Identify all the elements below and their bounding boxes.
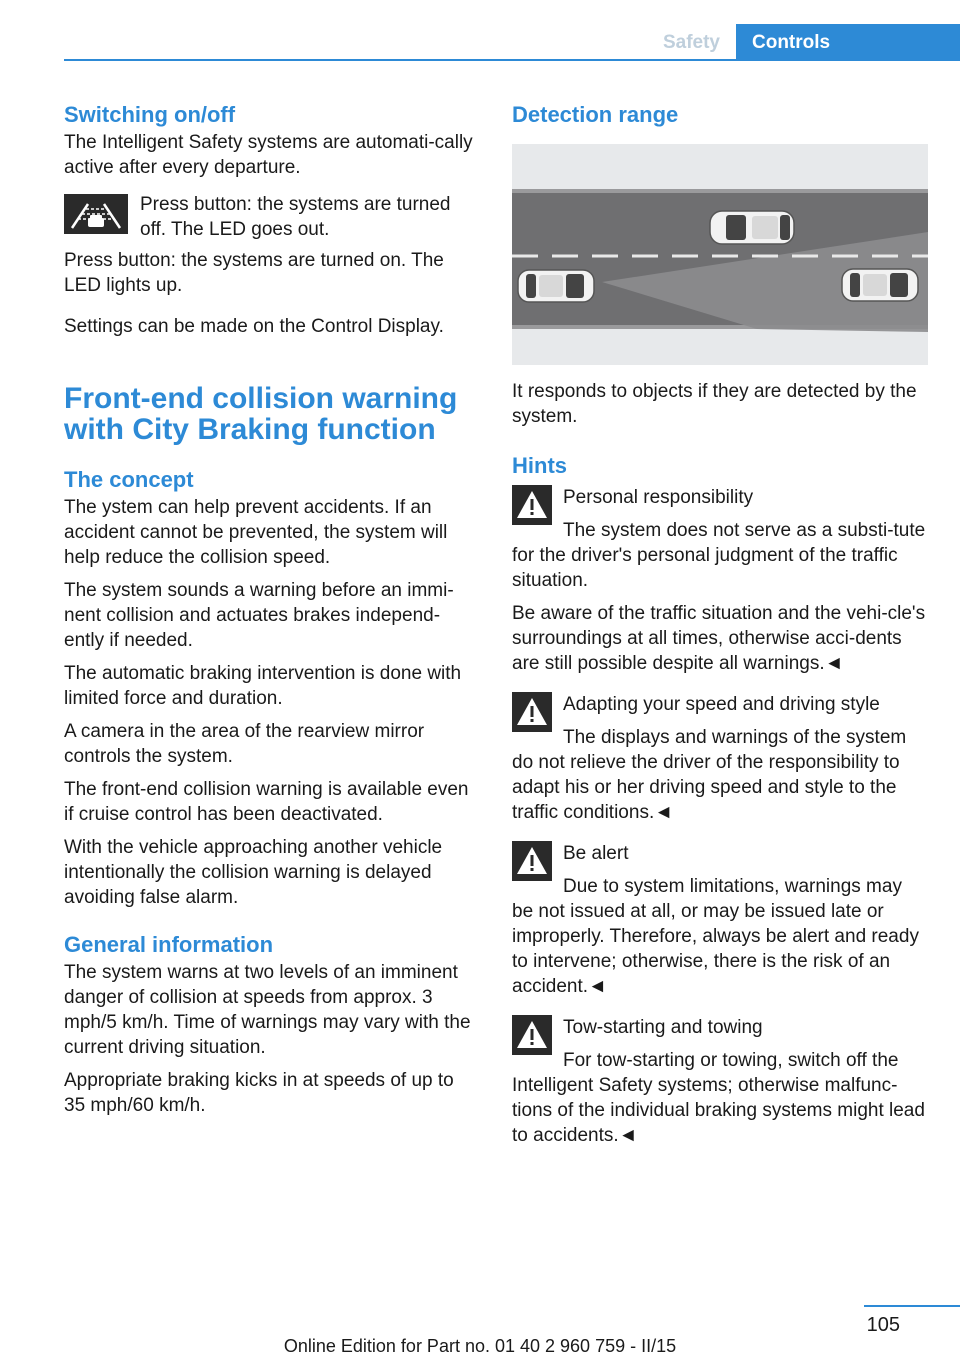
hint-body: Due to system limitations, warnings may be not issued at all, or may be issued late or improperly. Therefore, always be alert and ready to intervene; otherwise, there is the risk of an accident.◄ bbox=[512, 876, 919, 997]
hint-body-2: Be aware of the traffic situation and the vehi-cle's surroundings at all times, otherwise acci-dents are still possible despite all warnings.◄ bbox=[512, 603, 926, 674]
general-heading: General information bbox=[64, 932, 274, 957]
hints-heading: Hints bbox=[512, 453, 567, 478]
footer-rule bbox=[864, 1305, 960, 1307]
hint-body: The displays and warnings of the system do not relieve the driver of the responsibility to adapt his or her driving speed and style to the traffic conditions.◄ bbox=[512, 727, 907, 823]
switching-paragraph-4: Settings can be made on the Control Display. bbox=[64, 316, 444, 337]
detection-paragraph-1: It responds to objects if they are detected by the system. bbox=[512, 381, 917, 427]
hint-personal-responsibility bbox=[512, 485, 928, 676]
hint-body: For tow-starting or towing, switch off the Intelligent Safety systems; otherwise malfunc-tions of the individual braking systems might lead to accidents.◄ bbox=[512, 1050, 925, 1146]
concept-paragraph-5: The front-end collision warning is available even if cruise control has been deactivated. bbox=[64, 779, 469, 825]
header-rule bbox=[64, 59, 960, 61]
right-column bbox=[512, 100, 928, 1148]
concept-paragraph-6: With the vehicle approaching another vehicle intentionally the collision warning is delayed avoiding false alarm. bbox=[64, 837, 443, 908]
hint-be-alert bbox=[512, 841, 928, 999]
general-paragraph-2: Appropriate braking kicks in at speeds of up to 35 mph/60 km/h. bbox=[64, 1070, 454, 1116]
concept-paragraph-1: The ystem can help prevent accidents. If an accident cannot be prevented, the system will help reduce the collision speed. bbox=[64, 497, 448, 568]
detection-heading: Detection range bbox=[512, 102, 679, 127]
section-title: Front-end collision warning with City Braking function bbox=[64, 382, 458, 446]
hint-adapting-speed bbox=[512, 692, 928, 825]
left-column bbox=[64, 100, 480, 1118]
warning-triangle-icon bbox=[512, 692, 552, 732]
hint-title: Be alert bbox=[563, 843, 629, 864]
warning-triangle-icon bbox=[512, 1015, 552, 1055]
car-rear-left-icon bbox=[518, 270, 594, 302]
switching-heading: Switching on/off bbox=[64, 102, 236, 127]
concept-paragraph-3: The automatic braking intervention is done with limited force and duration. bbox=[64, 663, 462, 709]
hint-title: Tow-starting and towing bbox=[563, 1017, 763, 1038]
car-front-icon bbox=[710, 211, 794, 244]
header-tab-safety[interactable]: Safety bbox=[662, 32, 720, 53]
header-tab-controls[interactable]: Controls bbox=[736, 24, 960, 61]
switching-paragraph-2: Press button: the systems are turned off. The LED goes out. bbox=[140, 194, 451, 240]
warning-triangle-icon bbox=[512, 841, 552, 881]
intelligent-safety-button-icon bbox=[64, 194, 128, 234]
hint-title: Adapting your speed and driving style bbox=[563, 694, 880, 715]
general-paragraph-1: The system warns at two levels of an imminent danger of collision at speeds from approx. 3 mph/5 km/h. Time of warnings may vary with the current driving situation. bbox=[64, 962, 471, 1058]
car-rear-right-icon bbox=[842, 269, 918, 301]
edition-footer: Online Edition for Part no. 01 40 2 960 759 - II/15 bbox=[283, 1336, 677, 1356]
warning-triangle-icon bbox=[512, 485, 552, 525]
hint-title: Personal responsibility bbox=[563, 487, 754, 508]
concept-paragraph-2: The system sounds a warning before an immi-nent collision and actuates brakes independ-ently if needed. bbox=[64, 580, 454, 651]
hint-tow-starting bbox=[512, 1015, 928, 1148]
switching-paragraph-3: Press button: the systems are turned on. The LED lights up. bbox=[64, 250, 444, 296]
page-number: 105 bbox=[866, 1314, 900, 1336]
concept-paragraph-4: A camera in the area of the rearview mirror controls the system. bbox=[64, 721, 425, 767]
hint-body: The system does not serve as a substi-tute for the driver's personal judgment of the traffic situation. bbox=[512, 520, 926, 591]
switching-paragraph-1: The Intelligent Safety systems are automati-cally active after every departure. bbox=[64, 132, 473, 178]
concept-heading: The concept bbox=[64, 467, 194, 492]
button-instruction bbox=[64, 192, 480, 242]
detection-range-illustration bbox=[512, 144, 928, 365]
